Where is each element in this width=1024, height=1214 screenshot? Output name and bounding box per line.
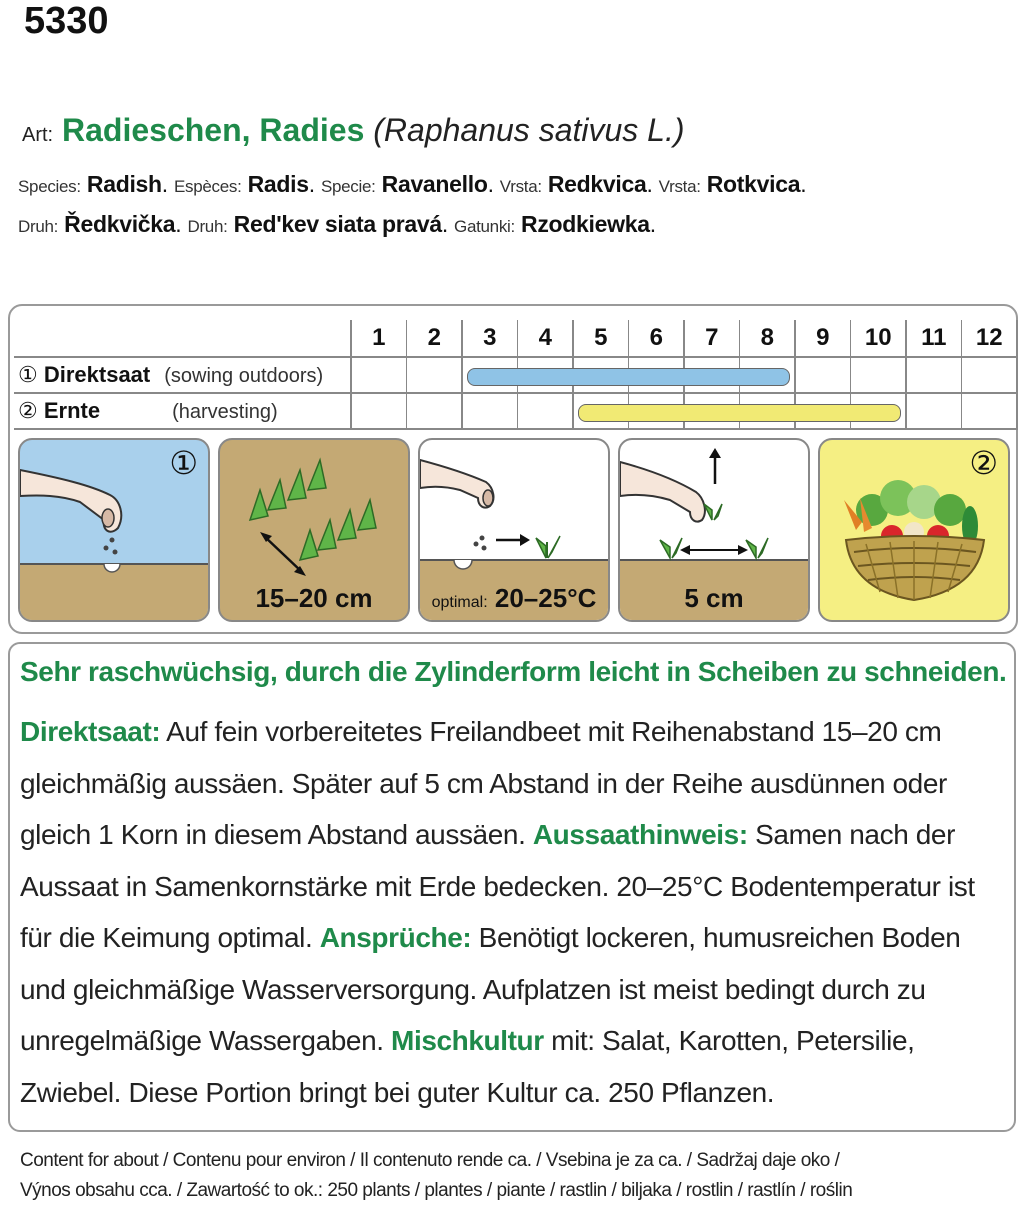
species-line-2: Druh: Ředkvička. Druh: Red'kev siata pravá. Gatunki: Rzodkiewka. [18,211,656,237]
footer-line-2: Výnos obsahu cca. / Zawartość to ok.: 250 plants / plantes / piante / rastlin / biljaka / rostlin / rastlín / roślin [20,1180,853,1201]
pictogram-temperature [418,438,610,622]
sowing-badge: ① [169,445,198,481]
keyword-aussaathinweis: Aussaathinweis: [532,819,748,850]
pictogram-row-spacing [218,438,410,622]
pictogram-harvest [818,438,1010,622]
month-3: 3 [461,320,518,356]
grid-line [14,392,1016,394]
grid-line [961,320,963,430]
month-12: 12 [961,320,1018,356]
art-latin: (Raphanus sativus L.) [373,112,685,148]
art-line [22,112,685,149]
month-2: 2 [406,320,463,356]
content-footer [20,1146,852,1206]
pictogram-thinning [618,438,810,622]
keyword-mischkultur: Mischkultur [391,1025,544,1056]
art-name: Radieschen, Radies [62,112,365,148]
growing-panel [8,304,1018,634]
grid-line [905,320,907,430]
art-label: Art: [22,124,54,146]
keyword-direktsaat: Direktsaat: [20,716,161,747]
keyword-ansprueche: Ansprüche: [319,922,472,953]
month-9: 9 [794,320,851,356]
species-line-1: Species: Radish. Espèces: Radis. Specie: Ravanello. Vrsta: Redkvica. Vrsta: Rotkvica. [18,171,807,197]
month-5: 5 [572,320,629,356]
calendar-bar-direktsaat [467,368,790,386]
grid-line [406,320,408,430]
grid-line [350,320,352,430]
thinning-label: 5 cm [684,583,744,613]
grid-line [14,356,1016,358]
harvest-badge: ② [969,445,998,481]
body-text: Direktsaat: Auf fein vorbereitetes Freilandbeet mit Reihenabstand 15–20 cm gleichmäßig aussäen. Später auf 5 cm Abstand in der Reihe ausdünnen oder gleich 1 Korn in diesem Abstand aussäen. Aussaathinweis: Samen nach der Aussaat in Samenkornstärke mit Erde bedecken. 20–25°C Bodentemperatur ist für die Keimung optimal. Ansprüche: Benötigt lockeren, humusreichen Boden und gleichmäßige Wasserversorgung. Aufplatzen ist meist bedingt durch zu unregelmäßige Wassergaben. Mischkultur mit: Salat, Karotten, Petersilie, Zwiebel. Diese Portion bringt bei guter Kultur ca. 250 Pflanzen. [20,716,975,1108]
description-box [8,642,1016,1132]
month-4: 4 [517,320,574,356]
month-10: 10 [850,320,907,356]
optimal-label: optimal: [431,594,488,611]
temperature-value: 20–25°C [494,583,597,613]
grid-line [14,428,1016,430]
pictogram-sowing [18,438,210,622]
month-6: 6 [628,320,685,356]
month-1: 1 [350,320,407,356]
footer-line-1: Content for about / Contenu pour environ / Il contenuto rende ca. / Vsebina je za ca. / Sadržaj daje oko / [20,1150,840,1171]
grid-line [461,320,463,430]
temperature-label [420,583,608,614]
calendar-bar-ernte [578,404,901,422]
calendar-row-label: ② Ernte (harvesting) [18,398,278,423]
month-8: 8 [739,320,796,356]
row-spacing-label: 15–20 cm [255,583,373,613]
grid-line [1016,320,1018,430]
calendar-row-label: ① Direktsaat (sowing outdoors) [18,362,324,387]
month-11: 11 [905,320,962,356]
product-code: 5330 [24,0,109,42]
month-7: 7 [683,320,740,356]
headline: Sehr raschwüchsig, durch die Zylinderform leicht in Scheiben zu schneiden. [20,656,1007,687]
